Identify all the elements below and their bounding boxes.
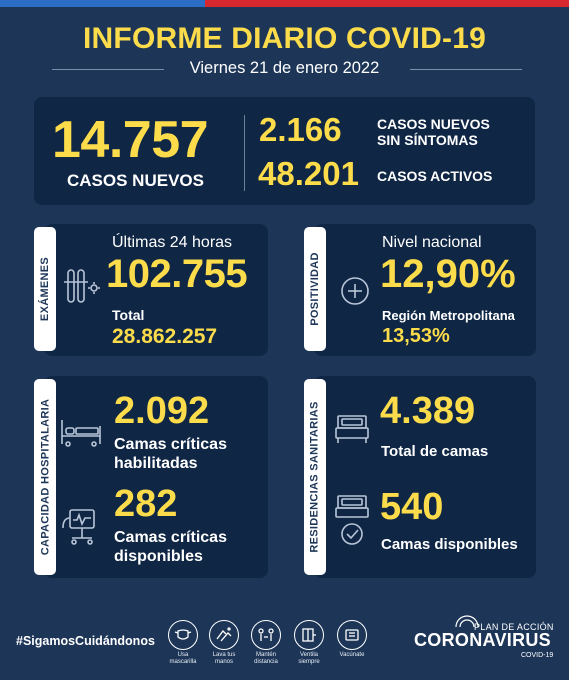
hospital-capacity-tab: CAPACIDAD HOSPITALARIA: [34, 379, 56, 575]
active-cases-value: 48.201: [258, 155, 359, 192]
footer-item-ventilate: [289, 620, 329, 666]
footer-item-distance: [246, 620, 286, 666]
summary-card: [34, 97, 535, 205]
active-cases-label: CASOS ACTIVOS: [377, 168, 493, 184]
critical-beds-enabled-value: 2.092: [114, 390, 210, 432]
hands-wash-icon: [209, 620, 239, 650]
exams-last24-value: 102.755: [106, 252, 248, 296]
footer-item-wash: [204, 620, 244, 666]
ventilator-icon: [60, 506, 104, 546]
exams-total-label: Total: [112, 307, 145, 323]
hospital-capacity-card: [39, 376, 268, 578]
critical-beds-available-label-line1: Camas críticas: [114, 529, 227, 546]
critical-beds-available-label-line2: disponibles: [114, 548, 203, 565]
residence-beds-available-value: 540: [380, 486, 444, 528]
vaccine-icon: [337, 620, 367, 650]
flag-blue-segment: [0, 0, 205, 7]
date-line: [0, 58, 569, 80]
hospital-bed-icon: [60, 418, 104, 448]
test-tubes-icon: [62, 264, 106, 312]
critical-beds-available-label: [114, 528, 227, 566]
new-cases-value: 14.757: [52, 111, 209, 169]
bed-check-icon: [334, 494, 370, 546]
positivity-rm-label: Región Metropolitana: [382, 308, 515, 323]
footer-item-vaccine: [332, 620, 372, 659]
mask-icon: [168, 620, 198, 650]
hashtag: #SigamosCuidándonos: [16, 634, 155, 648]
footer-item-mask-line2: mascarilla: [169, 659, 197, 665]
brand-coronavirus: CORONAVIRUS: [414, 630, 551, 650]
asymptomatic-label: [377, 116, 490, 148]
asymptomatic-value: 2.166: [259, 111, 342, 148]
sanitary-residences-card: [309, 376, 536, 578]
positivity-rm-value: 13,53%: [382, 325, 450, 347]
footer-item-ventilate-line1: Ventila: [299, 652, 318, 658]
residence-beds-available-label: Camas disponibles: [381, 536, 518, 553]
divider-right: [410, 69, 522, 70]
positivity-tab: POSITIVIDAD: [304, 227, 326, 351]
exams-card: [39, 224, 268, 356]
new-cases-label: CASOS NUEVOS: [67, 171, 204, 190]
brand-subtitle: COVID-19: [521, 652, 554, 659]
critical-beds-enabled-label: [114, 435, 227, 473]
footer-item-mask-line1: Usa: [177, 652, 189, 658]
asymptomatic-label-line1: CASOS NUEVOS: [377, 116, 490, 132]
exams-tab: EXÁMENES: [34, 227, 56, 351]
distance-icon: [251, 620, 281, 650]
residence-beds-total-label: Total de camas: [381, 443, 489, 460]
footer-item-distance-line2: distancia: [254, 659, 278, 665]
footer-item-vaccine-line1: Vacúnate: [339, 652, 365, 658]
asymptomatic-label-line2: SIN SÍNTOMAS: [377, 132, 478, 148]
positivity-national-label: Nivel nacional: [382, 234, 482, 251]
positivity-national-value: 12,90%: [380, 252, 516, 296]
flag-red-segment: [205, 0, 569, 7]
report-date: Viernes 21 de enero 2022: [189, 59, 380, 77]
summary-divider: [244, 115, 245, 191]
positivity-card: [309, 224, 536, 356]
footer-item-ventilate-line2: siempre: [298, 659, 320, 665]
footer-item-wash-line1: Lava tus: [212, 652, 236, 658]
critical-beds-enabled-label-line2: habilitadas: [114, 455, 198, 472]
plan-label: PLAN DE ACCIÓN: [474, 622, 554, 632]
critical-beds-enabled-label-line1: Camas críticas: [114, 436, 227, 453]
exams-total-value: 28.862.257: [112, 325, 218, 348]
footer-item-mask: [163, 620, 203, 666]
window-icon: [294, 620, 324, 650]
residence-beds-total-value: 4.389: [380, 390, 476, 432]
page-title: INFORME DIARIO COVID-19: [83, 22, 486, 55]
footer-item-wash-line2: manos: [214, 659, 233, 665]
critical-beds-available-value: 282: [114, 483, 178, 525]
sanitary-residences-tab: RESIDENCIAS SANITARIAS: [304, 379, 326, 575]
plus-circle-icon: [340, 276, 370, 306]
exams-period-label: Últimas 24 horas: [112, 234, 233, 251]
flag-bar: [0, 0, 569, 7]
bed-icon: [334, 412, 370, 446]
footer-item-distance-line1: Mantén: [255, 652, 276, 658]
